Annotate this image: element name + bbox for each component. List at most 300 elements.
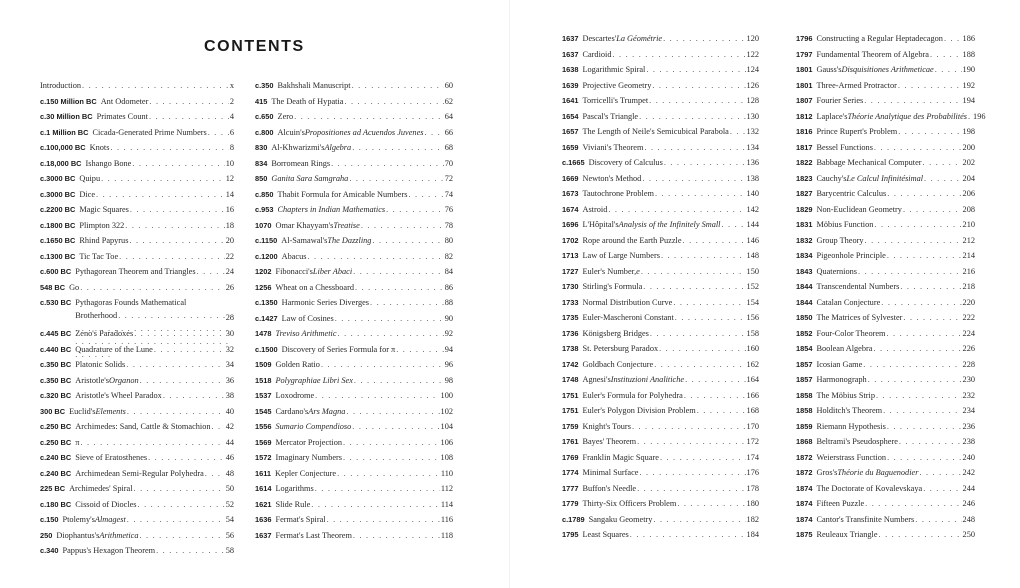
toc-entry[interactable] [562, 419, 759, 435]
toc-entry[interactable] [562, 62, 759, 78]
entry-title: Euler's Number, [582, 266, 637, 276]
entry-page-number: 4 [229, 112, 234, 121]
entry-date: 415 [255, 96, 268, 106]
entry-body [278, 202, 454, 218]
entry-date: 1829 [796, 204, 813, 214]
leader-dots [370, 295, 444, 311]
toc-entry[interactable] [40, 342, 234, 358]
toc-entry[interactable] [40, 156, 234, 172]
entry-date: c.240 BC [40, 453, 72, 462]
entry-date: 250 [40, 530, 53, 540]
entry-date: 1256 [255, 282, 272, 292]
entry-date: 1569 [255, 437, 272, 447]
leader-dots [923, 481, 961, 497]
entry-title: Möbius Function [816, 220, 874, 229]
toc-entry[interactable] [40, 280, 234, 296]
entry-date: 1654 [562, 111, 579, 121]
toc-entry[interactable] [255, 528, 453, 544]
entry-date: 1822 [796, 158, 813, 167]
toc-entry[interactable] [40, 404, 234, 420]
entry-body [75, 388, 234, 404]
toc-entry[interactable] [562, 47, 759, 63]
toc-entry[interactable] [40, 450, 234, 466]
entry-page-number: 82 [444, 251, 453, 261]
entry-body [63, 543, 235, 559]
toc-entry[interactable] [796, 47, 975, 63]
toc-entry[interactable] [796, 155, 975, 171]
entry-page-number: 96 [444, 360, 453, 369]
entry-page-number: 192 [962, 80, 975, 90]
entry-body [816, 47, 975, 63]
toc-entry[interactable] [796, 434, 975, 450]
leader-dots [127, 512, 225, 528]
leader-dots [308, 249, 444, 265]
entry-date: 850 [255, 174, 268, 183]
entry-body [75, 326, 234, 342]
toc-entry[interactable] [796, 465, 975, 481]
toc-entry[interactable] [40, 202, 234, 218]
entry-body [75, 450, 234, 466]
entry-date: c.3000 BC [40, 174, 76, 183]
toc-entry[interactable] [562, 217, 759, 233]
right-page [510, 0, 1020, 588]
leader-dots [639, 109, 745, 125]
entry-date: c.1800 BC [40, 220, 76, 230]
toc-entry[interactable] [255, 404, 453, 420]
leader-dots [650, 326, 746, 342]
leader-dots [660, 450, 746, 466]
entry-title: Babbage Mechanical Computer [816, 158, 922, 167]
entry-title: Projective Geometry [582, 80, 652, 90]
toc-entry[interactable] [562, 109, 759, 125]
toc-entry[interactable] [562, 78, 759, 94]
entry-body [816, 93, 975, 109]
toc-entry[interactable] [562, 310, 759, 326]
toc-entry[interactable] [255, 326, 453, 342]
entry-title: Diophantus's [56, 530, 100, 540]
entry-title: Cissoid of Diocles [75, 499, 137, 509]
toc-entry[interactable] [255, 156, 453, 172]
toc-entry[interactable] [40, 125, 234, 141]
toc-entry[interactable] [40, 373, 234, 389]
toc-entry[interactable] [796, 403, 975, 419]
entry-body [816, 155, 975, 171]
toc-entry[interactable] [255, 497, 453, 513]
leader-dots [637, 434, 745, 450]
toc-entry[interactable] [40, 264, 234, 280]
toc-entry[interactable] [255, 171, 453, 187]
toc-entry[interactable] [40, 187, 234, 203]
toc-entry[interactable] [255, 233, 453, 249]
entry-title: Fifteen Puzzle [816, 499, 865, 508]
leader-dots [335, 311, 444, 327]
entry-body [281, 233, 453, 249]
entry-date: c.150 [40, 515, 59, 524]
leader-dots [127, 404, 225, 420]
entry-date: 1696 [562, 220, 579, 229]
toc-entry[interactable] [796, 31, 975, 47]
toc-entry[interactable] [562, 202, 759, 218]
entry-date: 1637 [562, 49, 579, 59]
entry-body [582, 62, 759, 78]
toc-entry[interactable] [255, 311, 453, 327]
toc-entry[interactable] [40, 543, 234, 559]
entry-title: Holditch's Theorem [816, 406, 883, 415]
entry-page-number: 72 [444, 174, 453, 183]
toc-entry[interactable] [255, 373, 453, 389]
toc-entry[interactable] [562, 481, 759, 497]
leader-dots [868, 372, 962, 388]
entry-page-number: 138 [746, 173, 759, 183]
entry-date: 1713 [562, 251, 579, 260]
entry-body [69, 404, 234, 420]
entry-title: Three-Armed Protractor [816, 80, 897, 90]
toc-entry[interactable] [255, 218, 453, 234]
entry-body [75, 264, 234, 280]
leader-dots [876, 388, 962, 404]
entry-page-number: 240 [962, 452, 975, 462]
toc-entry[interactable] [796, 62, 975, 78]
toc-entry[interactable] [562, 326, 759, 342]
entry-title-italic: The Dazzling [327, 236, 372, 245]
entry-title: Least Squares [582, 530, 629, 539]
toc-entry[interactable] [796, 264, 975, 280]
entry-title: Magic Squares [79, 205, 129, 214]
entry-body [278, 187, 454, 203]
entry-date: c.1300 BC [40, 251, 76, 261]
entry-date: c.530 BC [40, 298, 72, 307]
toc-entry[interactable] [255, 280, 453, 296]
toc-entry[interactable] [255, 264, 453, 280]
entry-title-italic: Treatise [333, 220, 360, 230]
entry-body [79, 187, 234, 203]
entry-title-italic: Algebra [324, 143, 352, 152]
entry-page-number: 174 [746, 452, 759, 462]
leader-dots [903, 310, 961, 326]
toc-entry[interactable] [40, 419, 234, 435]
entry-date: c.350 [255, 81, 274, 90]
leader-dots [968, 109, 972, 125]
toc-entry[interactable] [40, 249, 234, 265]
toc-entry[interactable] [255, 94, 453, 110]
entry-body [79, 233, 234, 249]
entry-title: Platonic Solids [75, 360, 126, 369]
toc-entry[interactable] [796, 481, 975, 497]
entry-page-number: 212 [962, 235, 975, 245]
toc-entry[interactable] [562, 465, 759, 481]
entry-page-number: 118 [440, 530, 453, 540]
toc-entry[interactable] [796, 140, 975, 156]
entry-title: Discovery of Series Formula for π [281, 344, 396, 354]
entry-page-number: 114 [440, 499, 453, 509]
entry-page-number: 166 [746, 390, 759, 400]
entry-title-italic: Théorie Analytique des Probabilités [847, 111, 968, 121]
entry-date: 1751 [562, 390, 579, 400]
entry-date: 1807 [796, 96, 813, 105]
toc-entry[interactable] [562, 279, 759, 295]
entry-page-number: 180 [746, 499, 759, 508]
entry-title: Pythagorean Theorem and Triangles [75, 267, 196, 276]
entry-date: 1832 [796, 235, 813, 245]
toc-entry[interactable] [562, 496, 759, 512]
toc-entry[interactable] [40, 109, 234, 125]
entry-title: Thirty-Six Officers Problem [582, 499, 677, 508]
leader-dots [879, 527, 962, 543]
entry-date: 1545 [255, 406, 272, 416]
toc-entry[interactable] [796, 450, 975, 466]
toc-entry[interactable] [796, 233, 975, 249]
entry-date: 1727 [562, 266, 579, 276]
toc-entry[interactable] [562, 140, 759, 156]
entry-body [582, 481, 759, 497]
leader-dots [643, 279, 745, 295]
toc-entry[interactable] [796, 109, 986, 125]
entry-page-number: 8 [229, 143, 234, 152]
toc-entry[interactable] [40, 78, 234, 94]
entry-title: Ant Odometer [100, 96, 149, 106]
toc-entry[interactable] [562, 264, 759, 280]
entry-title-italic: Ganita Sara Samgraha [271, 174, 349, 183]
toc-entry[interactable] [562, 295, 759, 311]
leader-dots [863, 357, 961, 373]
toc-entry[interactable] [40, 140, 234, 156]
toc-entry[interactable] [255, 466, 453, 482]
entry-date: 1831 [796, 220, 813, 229]
leader-dots [82, 78, 229, 94]
entry-body [582, 388, 759, 404]
toc-entry[interactable] [255, 295, 453, 311]
toc-entry[interactable] [255, 109, 453, 125]
entry-body [816, 388, 975, 404]
leader-dots [915, 512, 961, 528]
toc-entry[interactable] [562, 155, 759, 171]
toc-entry[interactable] [796, 357, 975, 373]
entry-page-number: 188 [962, 49, 975, 59]
toc-entry[interactable] [255, 357, 453, 373]
toc-entry[interactable] [562, 450, 759, 466]
toc-entry[interactable] [796, 78, 975, 94]
entry-page-number: 34 [225, 360, 234, 369]
toc-entry[interactable] [562, 171, 759, 187]
toc-entry[interactable] [562, 403, 759, 419]
entry-date: 1823 [796, 173, 813, 183]
toc-entry[interactable] [562, 248, 759, 264]
entry-date: 1852 [796, 328, 813, 338]
toc-entry[interactable] [40, 497, 234, 513]
toc-entry[interactable] [255, 342, 453, 358]
toc-entry[interactable] [796, 372, 975, 388]
toc-entry[interactable] [255, 481, 453, 497]
toc-entry[interactable] [562, 357, 759, 373]
toc-entry[interactable] [255, 512, 453, 528]
toc-entry[interactable] [255, 202, 453, 218]
entry-body [816, 310, 975, 326]
toc-entry[interactable] [796, 310, 975, 326]
entry-title: Ishango Bone [85, 158, 132, 168]
entry-title: Boolean Algebra [816, 344, 873, 353]
toc-entry[interactable] [40, 171, 234, 187]
leader-dots [156, 543, 225, 559]
toc-entry[interactable] [796, 512, 975, 528]
entry-body [582, 434, 759, 450]
toc-entry[interactable] [562, 512, 759, 528]
leader-dots [134, 326, 225, 342]
toc-entry[interactable] [796, 202, 975, 218]
toc-entry[interactable] [562, 186, 759, 202]
entry-body [582, 140, 759, 156]
entry-date: c.1200 [255, 251, 278, 261]
entry-page-number: 58 [225, 546, 234, 555]
entry-date: 1827 [796, 189, 813, 198]
leader-dots [654, 357, 745, 373]
toc-entry[interactable] [796, 248, 975, 264]
leader-dots [311, 497, 440, 513]
entry-date: c.350 BC [40, 360, 72, 369]
entry-body [275, 528, 453, 544]
toc-entry[interactable] [562, 124, 759, 140]
entry-title: Non-Euclidean Geometry [816, 204, 902, 214]
entry-date: 1641 [562, 96, 579, 105]
toc-entry[interactable] [562, 31, 759, 47]
entry-body [582, 171, 759, 187]
entry-date: 1478 [255, 329, 272, 338]
entry-page-number: 190 [962, 65, 975, 74]
toc-entry[interactable] [562, 233, 759, 249]
toc-entry[interactable] [40, 94, 234, 110]
entry-page-number: 44 [225, 437, 234, 447]
toc-entry[interactable] [40, 512, 234, 528]
leader-dots [355, 280, 444, 296]
toc-entry[interactable] [255, 419, 453, 435]
entry-title: Thabit Formula for Amicable Numbers [277, 189, 408, 199]
toc-entry[interactable] [40, 388, 234, 404]
leader-dots [887, 419, 962, 435]
leader-dots [697, 403, 746, 419]
leader-dots [898, 78, 962, 94]
leader-dots [649, 93, 745, 109]
toc-entry[interactable] [562, 388, 759, 404]
entry-title: Al-Samawal's [281, 236, 328, 245]
entry-page-number: 218 [962, 282, 975, 291]
entry-date: c.1150 [255, 236, 278, 245]
toc-entry[interactable] [796, 124, 975, 140]
leader-dots [349, 171, 443, 187]
entry-date: 1843 [796, 266, 813, 276]
entry-title: Harmonograph [816, 375, 867, 384]
entry-body [582, 217, 759, 233]
entry-page-number: 164 [746, 375, 759, 384]
entry-page-number: 196 [973, 111, 986, 121]
leader-dots [887, 186, 961, 202]
entry-page-number: 112 [440, 484, 453, 493]
leader-dots [632, 419, 746, 435]
entry-date: c.1427 [255, 313, 278, 323]
toc-entry[interactable] [796, 527, 975, 543]
toc-entry[interactable] [796, 341, 975, 357]
toc-entry[interactable] [40, 435, 234, 451]
toc-entry[interactable] [40, 357, 234, 373]
toc-entry[interactable] [796, 171, 975, 187]
entry-title: Loxodrome [275, 391, 315, 400]
toc-entry[interactable] [255, 450, 453, 466]
toc-entry[interactable] [40, 528, 234, 544]
leader-dots [858, 264, 962, 280]
toc-entry[interactable] [796, 295, 975, 311]
entry-body [816, 279, 975, 295]
toc-entry[interactable] [796, 217, 975, 233]
entry-title: Imaginary Numbers [275, 453, 343, 462]
toc-entry[interactable] [255, 140, 453, 156]
entry-title: St. Petersburg Paradox [582, 344, 659, 353]
entry-page-number: 230 [962, 375, 975, 384]
toc-entry[interactable] [796, 388, 975, 404]
toc-entry[interactable] [562, 372, 759, 388]
entry-title: Goldbach Conjecture [582, 359, 654, 369]
leader-dots [344, 94, 443, 110]
toc-entry[interactable] [562, 93, 759, 109]
entry-body [582, 450, 759, 466]
entry-page-number: 74 [444, 189, 453, 199]
toc-entry[interactable] [796, 93, 975, 109]
leader-dots [664, 155, 746, 171]
entry-date: 1637 [562, 34, 579, 43]
leader-dots [321, 357, 444, 373]
entry-date: 1816 [796, 127, 813, 136]
toc-entry[interactable] [796, 279, 975, 295]
entry-page-number: 62 [444, 96, 453, 106]
toc-entry[interactable] [562, 527, 759, 543]
entry-title: Viviani's Theorem [582, 142, 644, 152]
entry-title: π [75, 437, 80, 447]
toc-entry[interactable] [562, 341, 759, 357]
leader-dots [372, 233, 443, 249]
toc-entry[interactable] [40, 218, 234, 234]
toc-entry[interactable] [255, 125, 453, 141]
entry-date: 1874 [796, 499, 813, 508]
entry-date: 1621 [255, 499, 272, 509]
toc-entry[interactable] [255, 78, 453, 94]
toc-entry[interactable] [796, 326, 975, 342]
toc-entry[interactable] [255, 187, 453, 203]
toc-entry[interactable] [40, 233, 234, 249]
entry-title: Archimedes' Spiral [69, 484, 133, 493]
leader-dots [424, 125, 443, 141]
toc-entry[interactable] [255, 435, 453, 451]
toc-entry[interactable] [40, 481, 234, 497]
toc-entry[interactable] [40, 326, 234, 342]
toc-entry[interactable] [562, 434, 759, 450]
entry-page-number: 156 [746, 313, 759, 322]
toc-entry[interactable] [255, 388, 453, 404]
toc-entry[interactable] [40, 466, 234, 482]
entry-title: The Matrices of Sylvester [816, 313, 903, 322]
leader-dots [899, 434, 962, 450]
entry-body [589, 512, 759, 528]
toc-entry[interactable] [796, 186, 975, 202]
leader-dots [353, 264, 444, 280]
toc-entry[interactable] [255, 249, 453, 265]
entry-page-number: 216 [962, 266, 975, 276]
entry-title: Zeno's Paradoxes [75, 329, 134, 338]
entry-title: Kepler Conjecture [275, 468, 337, 478]
entry-date: 1817 [796, 142, 813, 152]
toc-entry[interactable] [796, 419, 975, 435]
entry-page-number: 150 [746, 266, 759, 276]
entry-date: c.1 Million BC [40, 127, 89, 137]
toc-entry[interactable] [796, 496, 975, 512]
entry-page-number: 64 [444, 112, 453, 121]
toc-entry[interactable] [40, 295, 234, 326]
